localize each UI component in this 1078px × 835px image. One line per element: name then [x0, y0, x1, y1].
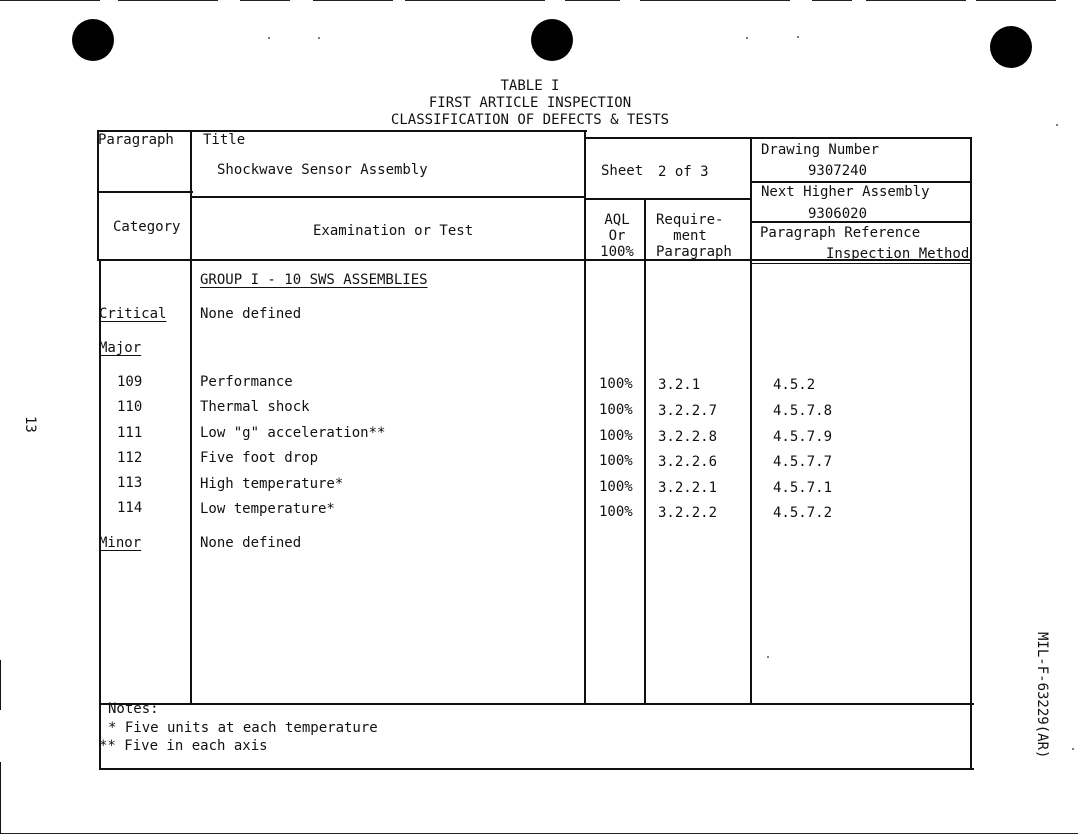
aql-line: AQL: [604, 212, 630, 228]
scan-edge-line: [0, 762, 1, 834]
major-label: Major: [99, 340, 142, 356]
scan-edge-line: [0, 660, 1, 710]
scan-edge-line: [565, 0, 620, 1]
row-requirement: 3.2.1: [658, 377, 701, 393]
row-aql: 100%: [599, 428, 633, 444]
next-higher-assembly-label: Next Higher Assembly: [761, 184, 930, 200]
table-border-left: [99, 260, 101, 770]
table-border-right: [970, 137, 972, 770]
row-aql: 100%: [599, 402, 633, 418]
table-rule: [752, 221, 972, 223]
requirement-line: Require-: [656, 212, 724, 228]
row-requirement: 3.2.2.8: [658, 429, 718, 445]
punch-hole: [990, 26, 1032, 68]
minor-label: Minor: [99, 535, 142, 551]
table-rule: [191, 196, 585, 198]
table-col-divider: [644, 198, 646, 703]
row-aql: 100%: [599, 504, 633, 520]
punch-hole: [72, 19, 114, 61]
row-number: 114: [117, 500, 143, 516]
scan-edge-line: [866, 0, 966, 1]
scan-edge-line: [405, 0, 545, 1]
scan-edge-line: [0, 0, 100, 1]
table-col-divider: [750, 137, 752, 703]
examination-label: Examination or Test: [313, 223, 474, 239]
table-number: TABLE I: [500, 78, 560, 94]
scan-speck: [797, 36, 799, 38]
row-requirement: 3.2.2.7: [658, 403, 718, 419]
table-col-divider: [190, 130, 192, 703]
table-rule: [585, 198, 752, 200]
table-title: FIRST ARTICLE INSPECTION: [428, 95, 632, 111]
scan-speck: [318, 37, 320, 39]
next-higher-assembly-value: 9306020: [808, 206, 868, 220]
row-number: 112: [117, 450, 143, 466]
sheet-label: Sheet: [601, 163, 644, 179]
paragraph-label: Paragraph: [98, 132, 174, 148]
drawing-number-value: 9307240: [808, 163, 868, 179]
scan-speck: [268, 37, 270, 39]
spec-number: MIL-F-63229(AR): [1034, 632, 1050, 759]
requirement-line: ment: [673, 228, 707, 244]
title-value: Shockwave Sensor Assembly: [217, 162, 428, 178]
row-test: Five foot drop: [200, 450, 319, 466]
row-requirement: 3.2.2.6: [658, 454, 718, 470]
row-number: 110: [117, 399, 143, 415]
note-line: * Five units at each temperature: [108, 720, 378, 736]
row-aql: 100%: [599, 479, 633, 495]
row-reference: 4.5.7.8: [773, 403, 833, 419]
row-reference: 4.5.7.7: [773, 454, 833, 470]
row-reference: 4.5.7.1: [773, 480, 833, 496]
scan-edge-line: [240, 0, 290, 1]
title-label: Title: [203, 132, 246, 148]
group-label: GROUP I - 10 SWS ASSEMBLIES: [200, 272, 428, 288]
scan-speck: [767, 656, 769, 658]
table-border-bottom: [100, 768, 974, 770]
row-aql: 100%: [599, 376, 633, 392]
scan-edge-line: [812, 0, 852, 1]
table-notes-top: [100, 703, 974, 705]
aql-line: Or: [608, 228, 626, 244]
critical-value: None defined: [200, 306, 302, 322]
punch-hole: [531, 19, 573, 61]
scan-edge-line: [0, 833, 1078, 834]
note-line: ** Five in each axis: [99, 738, 268, 754]
table-subtitle: CLASSIFICATION OF DEFECTS & TESTS: [390, 112, 670, 128]
scan-speck: [746, 37, 748, 39]
scan-edge-line: [118, 0, 218, 1]
sheet-value: 2 of 3: [658, 164, 709, 180]
table-border-top-right: [585, 137, 972, 139]
row-requirement: 3.2.2.1: [658, 480, 718, 496]
table-rule: [97, 191, 193, 193]
row-test: Thermal shock: [200, 399, 310, 415]
row-aql: 100%: [599, 453, 633, 469]
notes-label: Notes:: [108, 701, 159, 717]
scan-edge-line: [640, 0, 790, 1]
aql-line: 100%: [600, 244, 634, 260]
critical-label: Critical: [99, 306, 167, 322]
category-label: Category: [113, 219, 181, 235]
table-col-divider: [584, 130, 586, 703]
inspection-method-label: Inspection Method: [826, 246, 970, 262]
row-reference: 4.5.2: [773, 377, 816, 393]
row-test: Performance: [200, 374, 293, 390]
row-number: 113: [117, 475, 143, 491]
row-number: 109: [117, 374, 143, 390]
row-number: 111: [117, 425, 143, 441]
table-rule: [752, 263, 972, 264]
table-rule: [752, 181, 972, 183]
requirement-header: [656, 212, 732, 260]
row-reference: 4.5.7.2: [773, 505, 833, 521]
requirement-line: Paragraph: [656, 244, 732, 260]
scan-edge-line: [976, 0, 1056, 1]
row-reference: 4.5.7.9: [773, 429, 833, 445]
row-test: Low "g" acceleration**: [200, 425, 386, 441]
drawing-number-label: Drawing Number: [761, 142, 880, 158]
table-border-left: [97, 130, 99, 260]
page-number: 13: [22, 416, 38, 433]
row-test: High temperature*: [200, 476, 344, 492]
scan-edge-line: [313, 0, 393, 1]
scan-speck: [1056, 124, 1058, 126]
paragraph-reference-label: Paragraph Reference: [760, 225, 921, 241]
scan-speck: [1072, 748, 1074, 750]
minor-value: None defined: [200, 535, 302, 551]
row-test: Low temperature*: [200, 501, 335, 517]
row-requirement: 3.2.2.2: [658, 505, 718, 521]
aql-header: [592, 212, 642, 260]
